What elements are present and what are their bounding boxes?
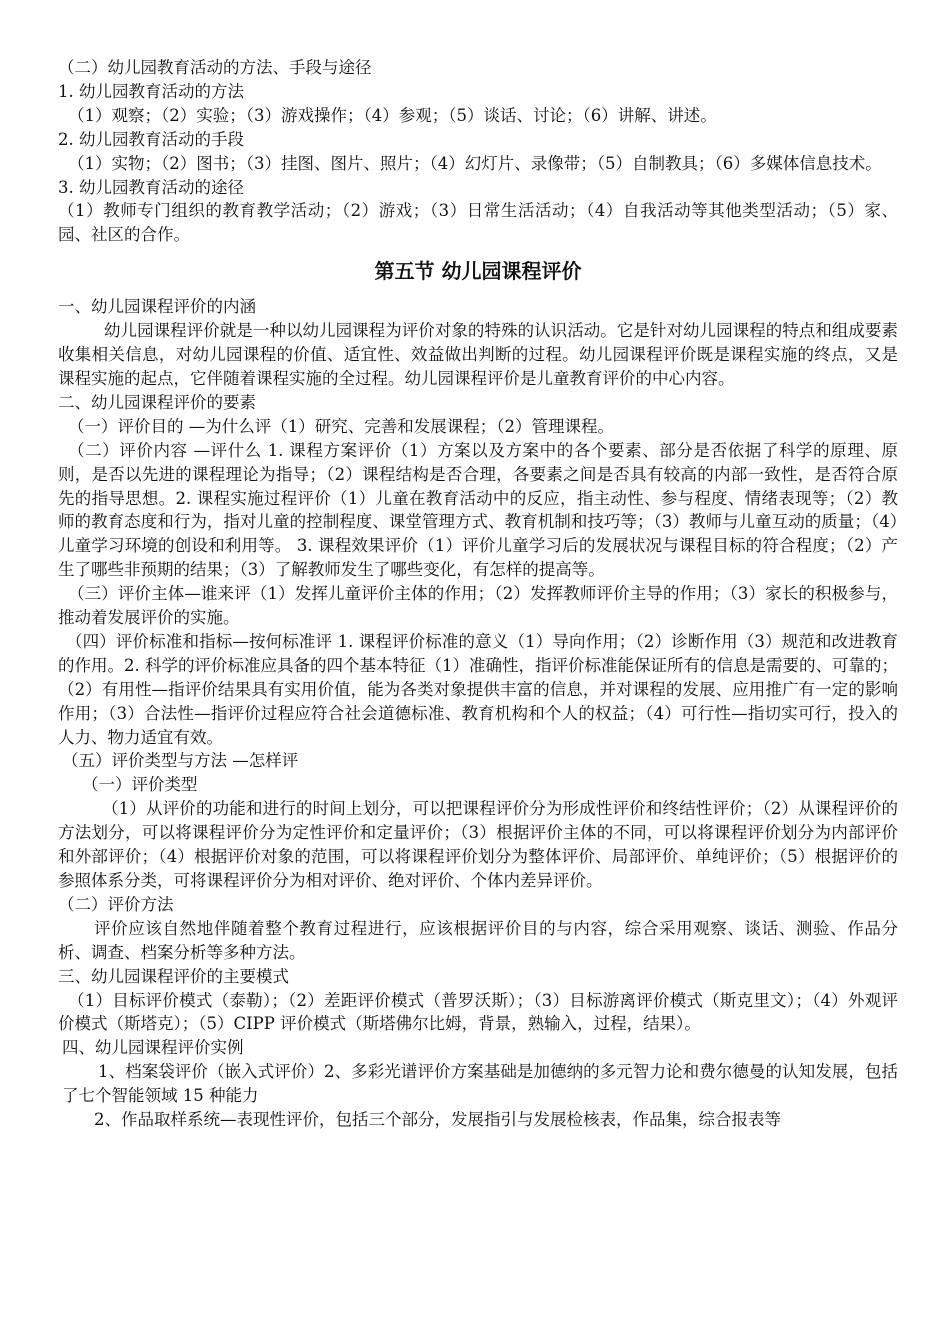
s2-subject: （三）评价主体—谁来评（1）发挥儿童评价主体的作用；（2）发挥教师评价主导的作用；（3）家长的积极参与，推动着发展评价的实施。 <box>58 584 898 628</box>
s4-item1: 1、档案袋评价（嵌入式评价）2、多彩光谱评价方案基础是加德纳的多元智力论和费尔德曼的认知发展，包括了七个智能领域 15 种能力 <box>62 1062 898 1106</box>
means-text: （1）实物；（2）图书；（3）挂图、图片、照片；（4）幻灯片、录像带；（5）自制教具；（6）多媒体信息技术。 <box>68 153 882 173</box>
methods-text: （1）观察；（2）实验；（3）游戏操作；（4）参观；（5）谈话、讨论；（6）讲解、讲述。 <box>68 105 717 125</box>
section-title: 第五节 幼儿园课程评价 <box>374 259 582 284</box>
s2-types-heading: （一）评价类型 <box>82 775 198 795</box>
part2-heading: （二）幼儿园教育活动的方法、手段与途径 <box>58 58 372 77</box>
s2-purpose: （一）评价目的 —为什么评（1）研究、完善和发展课程；（2）管理课程。 <box>68 416 614 436</box>
ways-heading: 3. 幼儿园教育活动的途径 <box>58 177 244 197</box>
s2-content: （二）评价内容 —评什么 1. 课程方案评价（1）方案以及方案中的各个要素、部分是否依据了科学的原理、原则，是否以先进的课程理论为指导；（2）课程结构是否合理，各要素之间是否具有较高的内部一致性，是否符合原先的指导思想。2. 课程实施过程评价（1）儿童在教育活动中的反应，指主动性、参与程度、情绪表现等；（2）教师的教育态度和行为，指对儿童的控制程度、课堂管理方式、教育机制和技巧等；（3）教师与儿童互动的质量；（4）儿童学习环境的创设和利用等。 3. 课程效果评价（1）评价儿童学习后的发展状况与课程目标的符合程度；（2）产生了哪些非预期的结果；（3）了解教师发生了哪些变化，有怎样的提高等。 <box>58 440 898 580</box>
means-heading: 2. 幼儿园教育活动的手段 <box>58 129 244 149</box>
s4-heading: 四、幼儿园课程评价实例 <box>62 1038 244 1058</box>
s1-text: 幼儿园课程评价就是一种以幼儿园课程为评价对象的特殊的认识活动。它是针对幼儿园课程的特点和组成要素收集相关信息，对幼儿园课程的价值、适宜性、效益做出判断的过程。幼儿园课程评价既是课程实施的终点，又是课程实施的起点，它伴随着课程实施的全过程。幼儿园课程评价是儿童教育评价的中心内容。 <box>58 321 898 388</box>
s2-methods-text: 评价应该自然地伴随着整个教育过程进行，应该根据评价目的与内容，综合采用观察、谈话、测验、作品分析、调查、档案分析等多种方法。 <box>58 918 898 962</box>
ways-text: （1）教师专门组织的教育教学活动；（2）游戏；（3）日常生活活动；（4）自我活动等其他类型活动；（5）家、园、社区的合作。 <box>58 201 898 245</box>
s2-types-text: （1）从评价的功能和进行的时间上划分，可以把课程评价分为形成性评价和终结性评价；（2）从课程评价的方法划分，可以将课程评价分为定性评价和定量评价；（3）根据评价主体的不同，可以将课程评价划分为内部评价和外部评价；（4）根据评价对象的范围，可以将课程评价划分为整体评价、局部评价、单纯评价；（5）根据评价的参照体系分类，可将课程评价分为相对评价、绝对评价、个体内差异评价。 <box>58 799 898 890</box>
s2-methods-heading: （二）评价方法 <box>58 894 174 914</box>
s2-types-methods: （五）评价类型与方法 —怎样评 <box>62 751 299 771</box>
s2-standard: （四）评价标准和指标—按何标准评 1. 课程评价标准的意义（1）导向作用；（2）诊断作用（3）规范和改进教育的作用。2. 科学的评价标准应具备的四个基本特征（1）准确性，指评价标准能保证所有的信息是需要的、可靠的；（2）有用性—指评价结果具有实用价值，能为各类对象提供丰富的信息，并对课程的发展、应用推广有一定的影响作用；（3）合法性—指评价过程应符合社会道德标准、教育机构和个人的权益；（4）可行性—指切实可行，投入的人力、物力适宜有效。 <box>58 631 898 747</box>
document-page <box>58 56 898 1132</box>
s3-text: （1）目标评价模式（泰勒）；（2）差距评价模式（普罗沃斯）；（3）目标游离评价模式（斯克里文）；（4）外观评价模式（斯塔克）；（5）CIPP 评价模式（斯塔佛尔比姆，背景，熟输入，过程，结果）。 <box>58 990 898 1034</box>
methods-heading: 1. 幼儿园教育活动的方法 <box>58 81 244 101</box>
s3-heading: 三、幼儿园课程评价的主要模式 <box>58 966 289 986</box>
s4-item2: 2、作品取样系统—表现性评价，包括三个部分，发展指引与发展检核表，作品集，综合报表等 <box>94 1110 781 1130</box>
s1-heading: 一、幼儿园课程评价的内涵 <box>58 297 256 317</box>
s2-heading: 二、幼儿园课程评价的要素 <box>58 392 256 412</box>
